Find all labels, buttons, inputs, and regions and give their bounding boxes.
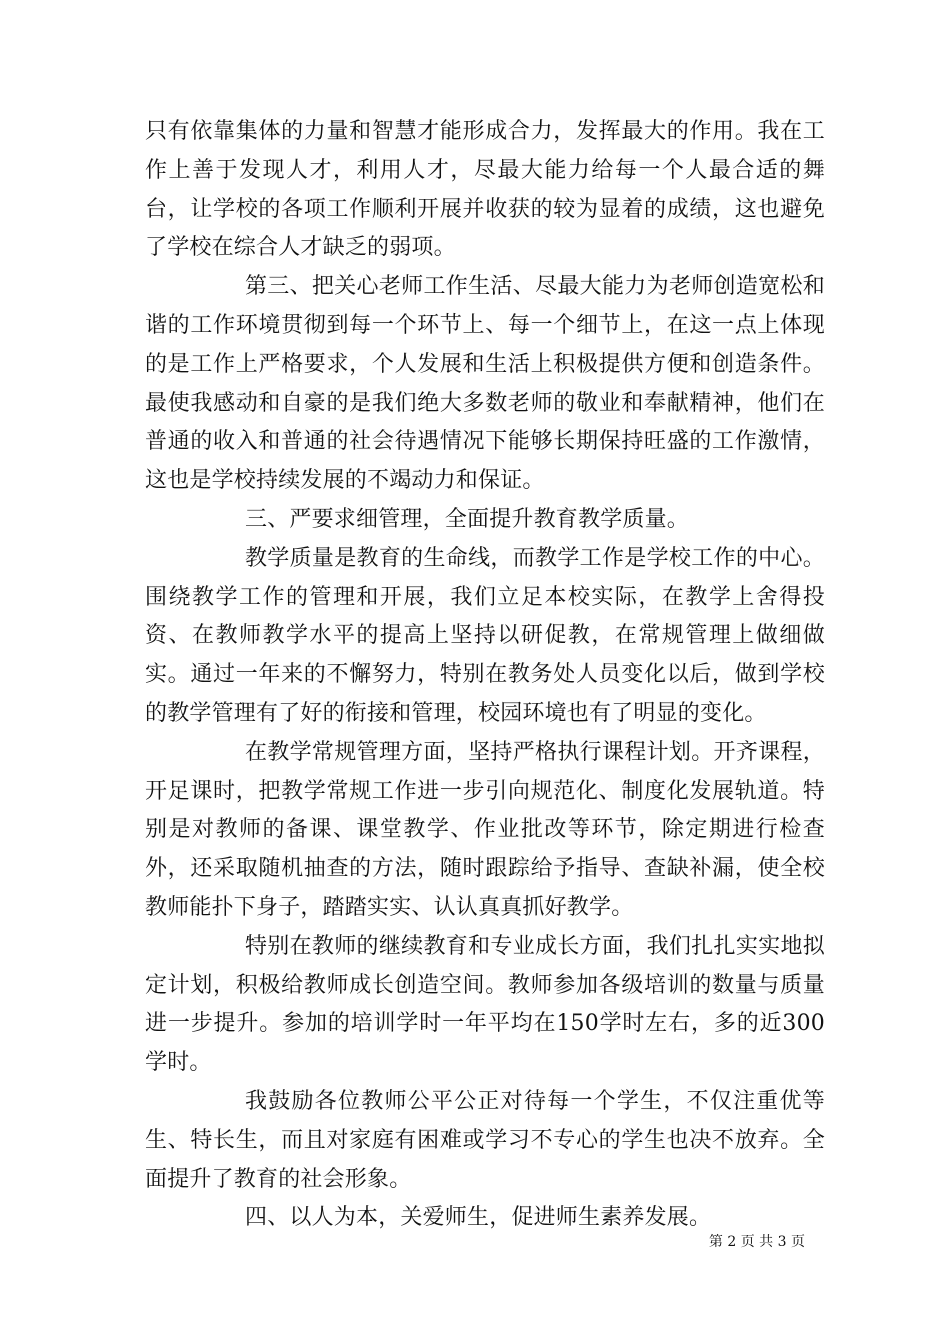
paragraph-1: 只有依靠集体的力量和智慧才能形成合力，发挥最大的作用。我在工作上善于发现人才，利用人才，尽最大能力给每一个人最合适的舞台，让学校的各项工作顺利开展并收获的较为显着的成绩，这也避免了学校在综合人才缺乏的弱项。 (145, 119, 825, 261)
paragraph-4: 教学质量是教育的生命线，而教学工作是学校工作的中心。围绕教学工作的管理和开展，我们立足本校实际，在教学上舍得投资、在教师教学水平的提高上坚持以研促教，在常规管理上做细做实。通过一年来的不懈努力，特别在教务处人员变化以后，做到学校的教学管理有了好的衔接和管理，校园环境也有了明显的变化。 (145, 545, 825, 726)
paragraph-5: 在教学常规管理方面，坚持严格执行课程计划。开齐课程，开足课时，把教学常规工作进一步引向规范化、制度化发展轨道。特别是对教师的备课、课堂教学、作业批改等环节，除定期进行检查外，还采取随机抽查的方法，随时跟踪给予指导、查缺补漏，使全校教师能扑下身子，踏踏实实、认认真真抓好教学。 (145, 739, 825, 920)
section-heading-3: 三、严要求细管理，全面提升教育教学质量。 (245, 506, 690, 532)
paragraph-7: 我鼓励各位教师公平公正对待每一个学生，不仅注重优等生、特长生，而且对家庭有困难或学习不专心的学生也决不放弃。全面提升了教育的社会形象。 (145, 1088, 825, 1192)
document-body (145, 113, 825, 1238)
section-heading-4: 四、以人为本，关爱师生，促进师生素养发展。 (245, 1205, 712, 1231)
paragraph-2: 第三、把关心老师工作生活、尽最大能力为老师创造宽松和谐的工作环境贯彻到每一个环节上、每一个细节上，在这一点上体现的是工作上严格要求，个人发展和生活上积极提供方便和创造条件。最使我感动和自豪的是我们绝大多数老师的敬业和奉献精神，他们在普通的收入和普通的社会待遇情况下能够长期保持旺盛的工作激情，这也是学校持续发展的不竭动力和保证。 (145, 274, 825, 494)
page-number: 第 2 页 共 3 页 (708, 1234, 805, 1250)
paragraph-6: 特别在教师的继续教育和专业成长方面，我们扎扎实实地拟定计划，积极给教师成长创造空间。教师参加各级培训的数量与质量进一步提升。参加的培训学时一年平均在150学时左右，多的近300学时。 (145, 933, 825, 1076)
